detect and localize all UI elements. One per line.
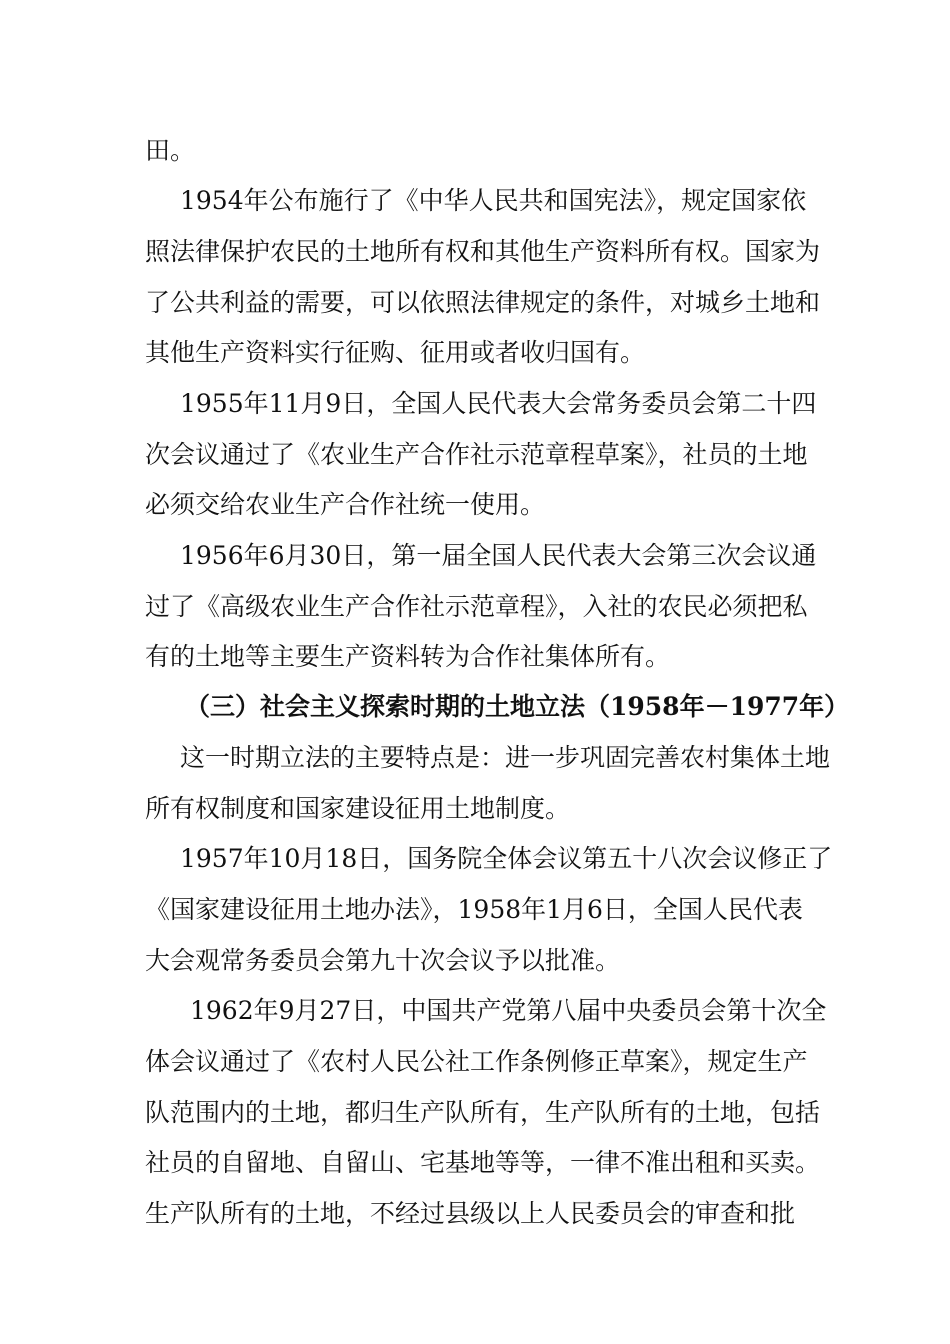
- paragraph-period-features: 这一时期立法的主要特点是：进一步巩固完善农村集体土地: [180, 743, 831, 772]
- text-line: 田。: [145, 136, 196, 165]
- text-line: 其他生产资料实行征购、征用或者收归国有。: [145, 338, 646, 367]
- text-line: 所有权制度和国家建设征用土地制度。: [145, 794, 571, 823]
- text-line: 过了《高级农业生产合作社示范章程》，入社的农民必须把私: [145, 592, 808, 621]
- paragraph-1957-state-council: 1957年10月18日，国务院全体会议第五十八次会议修正了: [180, 844, 833, 873]
- text-line: 有的土地等主要生产资料转为合作社集体所有。: [145, 642, 671, 671]
- text-line: 大会观常务委员会第九十次会议予以批准。: [145, 946, 621, 975]
- paragraph-1955-cooperative: 1955年11月9日，全国人民代表大会常务委员会第二十四: [180, 389, 817, 418]
- text-line: 社员的自留地、自留山、宅基地等等，一律不准出租和买卖。: [145, 1148, 821, 1177]
- text-line: 体会议通过了《农村人民公社工作条例修正草案》，规定生产: [145, 1047, 808, 1076]
- text-line: 生产队所有的土地，不经过县级以上人民委员会的审查和批: [145, 1199, 796, 1228]
- paragraph-1962-commune-regulations: 1962年9月27日，中国共产党第八届中央委员会第十次全: [190, 996, 827, 1025]
- text-line: 次会议通过了《农业生产合作社示范章程草案》，社员的土地: [145, 440, 808, 469]
- section-heading: （三）社会主义探索时期的土地立法（1958年－1977年）: [185, 692, 850, 721]
- text-line: 照法律保护农民的土地所有权和其他生产资料所有权。国家为: [145, 237, 821, 266]
- text-line: 队范围内的土地，都归生产队所有，生产队所有的土地，包括: [145, 1098, 821, 1127]
- text-line: 《国家建设征用土地办法》，1958年1月6日，全国人民代表: [145, 895, 803, 924]
- text-line: 必须交给农业生产合作社统一使用。: [145, 490, 546, 519]
- paragraph-1956-advanced-cooperative: 1956年6月30日，第一届全国人民代表大会第三次会议通: [180, 541, 817, 570]
- paragraph-1954-constitution: 1954年公布施行了《中华人民共和国宪法》，规定国家依: [180, 186, 807, 215]
- text-line: 了公共利益的需要，可以依照法律规定的条件，对城乡土地和: [145, 288, 821, 317]
